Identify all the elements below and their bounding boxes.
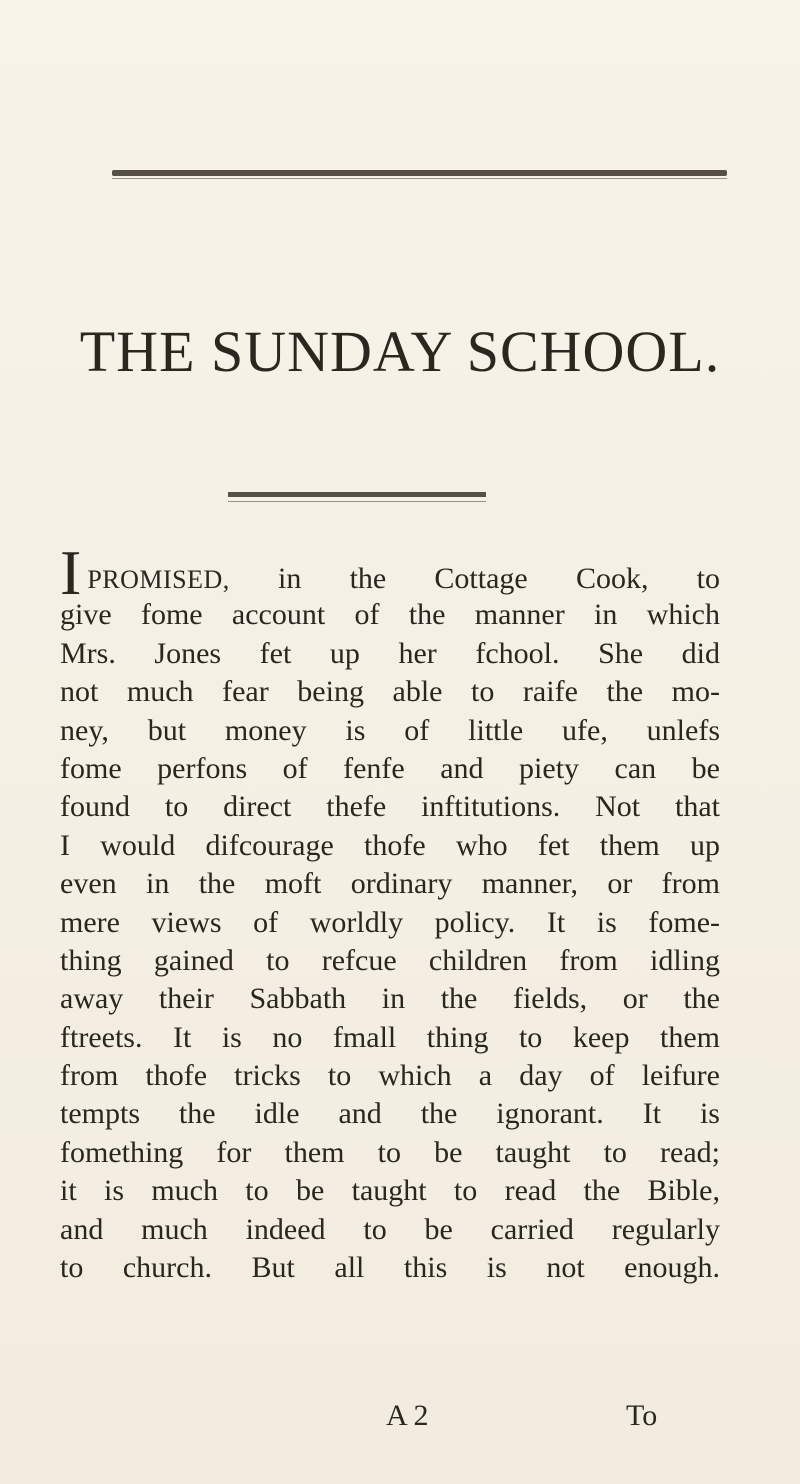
opening-rest: in the Cottage Cook, to — [278, 562, 721, 595]
opening-line — [60, 537, 721, 608]
text-line: ftreets. It is no fmall thing to keep them — [60, 1020, 720, 1054]
ornament-rule — [228, 492, 486, 497]
text-line: mere views of worldly policy. It is fome- — [60, 905, 720, 939]
body-text — [60, 537, 721, 1287]
text-line: Mrs. Jones fet up her fchool. She did — [60, 636, 720, 670]
text-line: from thofe tricks to which a day of leifure — [60, 1059, 720, 1093]
text-line: I would difcourage thofe who fet them up — [60, 828, 720, 862]
text-line: found to direct thefe inftitutions. Not that — [60, 790, 720, 824]
text-line: not much fear being able to raife the mo- — [60, 675, 720, 709]
drop-cap: I — [60, 537, 82, 608]
text-line: give fome account of the manner in which — [60, 598, 720, 632]
page-title: THE SUNDAY SCHOOL. — [79, 319, 721, 384]
text-line: fomething for them to be taught to read; — [60, 1135, 720, 1169]
text-line: even in the moft ordinary manner, or from — [60, 867, 720, 901]
catchword: To — [626, 1399, 658, 1432]
ornament-rule-thin — [228, 501, 486, 502]
top-rule-thin — [112, 178, 727, 179]
signature-mark: A 2 — [386, 1399, 429, 1432]
text-line: away their Sabbath in the fields, or the — [60, 982, 720, 1016]
text-line: and much indeed to be carried regularly — [60, 1212, 720, 1246]
text-line: fome perfons of fenfe and piety can be — [60, 751, 720, 785]
text-line: to church. But all this is not enough. — [60, 1251, 720, 1285]
text-line: tempts the idle and the ignorant. It is — [60, 1097, 720, 1131]
top-rule — [112, 170, 727, 176]
text-line: ney, but money is of little ufe, unlefs — [60, 713, 720, 747]
text-line: thing gained to refcue children from idling — [60, 943, 720, 977]
text-line: it is much to be taught to read the Bible, — [60, 1174, 720, 1208]
opening-smallcaps: PROMISED, — [87, 565, 230, 594]
